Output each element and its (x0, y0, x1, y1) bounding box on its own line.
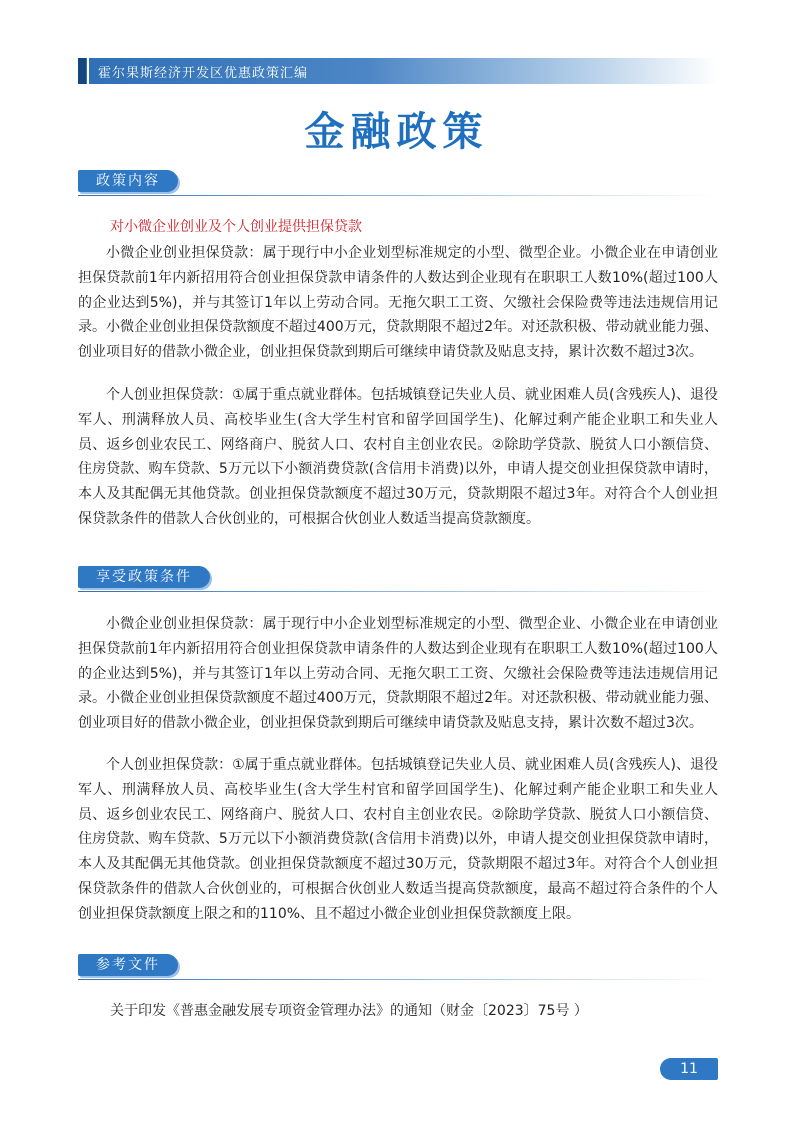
banner-stripe-divider (87, 58, 89, 84)
section-heading-content (78, 170, 718, 200)
section-heading-references (78, 954, 718, 984)
content-subheading: 对小微企业创业及个人创业提供担保贷款 (110, 219, 362, 235)
header-banner (78, 58, 718, 84)
page-number: 11 (660, 1058, 718, 1080)
conditions-paragraph-2: 个人创业担保贷款：①属于重点就业群体。包括城镇登记失业人员、就业困难人员(含残疾人)、退役军人、刑满释放人员、高校毕业生(含大学生村官和留学回国学生)、化解过剩产能企业职工和失业人员、返乡创业农民工、网络商户、脱贫人口、农村自主创业农民。②除助学贷款、脱贫人口小额信贷、住房贷款、购车贷款、5万元以下小额消费贷款(含信用卡消费)以外，申请人提交创业担保贷款申请时，本人及其配偶无其他贷款。创业担保贷款额度不超过30万元，贷款期限不超过3年。对符合个人创业担保贷款条件的借款人合伙创业的，可根据合伙创业人数适当提高贷款额度，最高不超过符合条件的个人创业担保贷款额度上限之和的110%、且不超过小微企业创业担保贷款额度上限。 (78, 757, 718, 922)
section-rule (78, 195, 718, 196)
section-tab-conditions: 享受政策条件 (78, 566, 210, 588)
reference-item: 关于印发《普惠金融发展专项资金管理办法》的通知（财金〔2023〕75号 ） (110, 1003, 588, 1019)
banner-text: 霍尔果斯经济开发区优惠政策汇编 (98, 66, 309, 81)
banner-stripe (78, 58, 86, 84)
section-heading-conditions (78, 566, 718, 596)
conditions-paragraph-1: 小微企业创业担保贷款：属于现行中小企业划型标准规定的小型、微型企业、小微企业在申请创业担保贷款前1年内新招用符合创业担保贷款申请条件的人数达到企业现有在职职工人数10%(超过100人的企业达到5%)，并与其签订1年以上劳动合同、无拖欠职工工资、欠缴社会保险费等违法违规信用记录。小微企业创业担保贷款额度不超过400万元，贷款期限不超过2年。对还款积极、带动就业能力强、创业项目好的借款小微企业，创业担保贷款到期后可继续申请贷款及贴息支持，累计次数不超过3次。 (78, 616, 718, 732)
content-paragraph-1: 小微企业创业担保贷款：属于现行中小企业划型标准规定的小型、微型企业。小微企业在申请创业担保贷款前1年内新招用符合创业担保贷款申请条件的人数达到企业现有在职职工人数10%(超过100人的企业达到5%)，并与其签订1年以上劳动合同。无拖欠职工工资、欠缴社会保险费等违法违规信用记录。小微企业创业担保贷款额度不超过400万元，贷款期限不超过2年。对还款积极、带动就业能力强、创业项目好的借款小微企业，创业担保贷款到期后可继续申请贷款及贴息支持，累计次数不超过3次。 (78, 245, 718, 361)
page-title: 金融政策 (304, 109, 489, 155)
section-tab-content: 政策内容 (78, 170, 178, 192)
content-paragraph-2: 个人创业担保贷款：①属于重点就业群体。包括城镇登记失业人员、就业困难人员(含残疾人)、退役军人、刑满释放人员、高校毕业生(含大学生村官和留学回国学生)、化解过剩产能企业职工和失业人员、返乡创业农民工、网络商户、脱贫人口、农村自主创业农民。②除助学贷款、脱贫人口小额信贷、住房贷款、购车贷款、5万元以下小额消费贷款(含信用卡消费)以外，申请人提交创业担保贷款申请时，本人及其配偶无其他贷款。创业担保贷款额度不超过30万元，贷款期限不超过3年。对符合个人创业担保贷款条件的借款人合伙创业的，可根据合伙创业人数适当提高贷款额度。 (78, 387, 718, 527)
section-rule (78, 591, 718, 592)
section-tab-references: 参考文件 (78, 954, 178, 976)
section-rule (78, 979, 718, 980)
